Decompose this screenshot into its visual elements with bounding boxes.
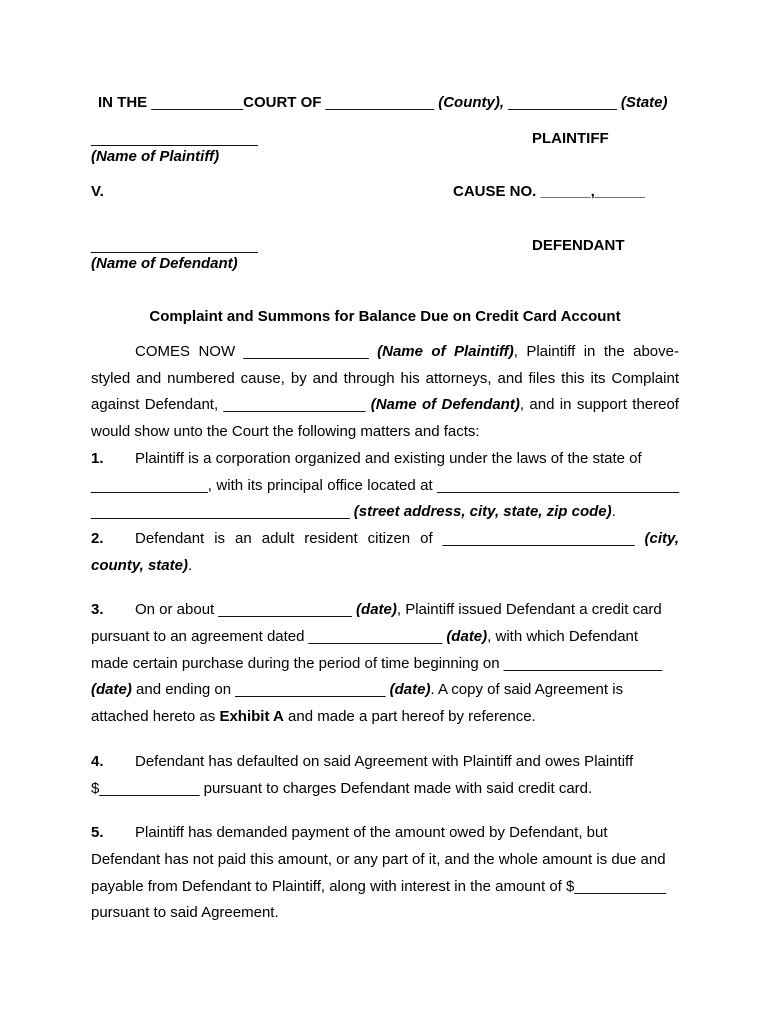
- county-blank: _____________: [325, 94, 435, 111]
- defendant-name-blank: ____________________: [91, 237, 258, 254]
- item-4-line-1: 4. Defendant has defaulted on said Agreement with Plaintiff and owes Plaintiff: [91, 749, 679, 776]
- intro-line-1: COMES NOW _______________ (Name of Plaintiff), Plaintiff in the above-: [135, 343, 679, 360]
- court-name-blank: ___________: [151, 94, 244, 111]
- plaintiff-name-blank: ____________________: [91, 130, 258, 147]
- document-title: Complaint and Summons for Balance Due on Credit Card Account: [149, 308, 621, 325]
- in-the-label: IN THE: [98, 94, 152, 111]
- item-2-line-1: 2. Defendant is an adult resident citizen of _______________________ (city,: [91, 526, 679, 553]
- item-1-line-1: 1. Plaintiff is a corporation organized and existing under the laws of the state of: [91, 446, 679, 473]
- item-5-line-2: Defendant has not paid this amount, or any part of it, and the whole amount is due and: [91, 850, 666, 868]
- document-body: [91, 339, 679, 927]
- item-3-line-3: made certain purchase during the period of time beginning on ___________________: [91, 654, 663, 672]
- exhibit-reference: Exhibit A: [219, 708, 284, 726]
- item-number: 5.: [91, 824, 104, 842]
- item-5-line-1: 5. Plaintiff has demanded payment of the amount owed by Defendant, but: [91, 820, 679, 847]
- plaintiff-name-label: (Name of Plaintiff): [91, 148, 220, 165]
- intro-line-3: against Defendant, _________________ (Name of Defendant), and in support thereof: [91, 396, 679, 414]
- defendant-name-label: (Name of Defendant): [91, 255, 238, 272]
- cause-number: CAUSE NO. ______,______: [453, 183, 645, 200]
- versus-label: V.: [91, 183, 104, 200]
- county-label: (County),: [434, 94, 505, 111]
- item-number: 4.: [91, 752, 104, 770]
- item-5-line-3: payable from Defendant to Plaintiff, along with interest in the amount of $___________: [91, 877, 667, 895]
- defendant-label: DEFENDANT: [532, 237, 625, 254]
- intro-line-2: styled and numbered cause, by and through his attorneys, and files this its Complaint: [91, 369, 679, 387]
- court-line: [98, 94, 668, 112]
- item-4-line-2: $____________ pursuant to charges Defendant made with said credit card.: [91, 779, 593, 797]
- item-3-line-1: 3. On or about ________________ (date), Plaintiff issued Defendant a credit card: [91, 597, 679, 624]
- plaintiff-label: PLAINTIFF: [532, 130, 609, 147]
- court-of-label: COURT OF: [243, 94, 326, 111]
- item-3-line-2: pursuant to an agreement dated ________________ (date), with which Defendant: [91, 628, 639, 646]
- item-5-line-4: pursuant to said Agreement.: [91, 904, 279, 922]
- item-3-line-4: (date) and ending on __________________ (date). A copy of said Agreement is: [91, 681, 624, 699]
- state-blank: _____________: [504, 94, 621, 111]
- item-2-line-2: county, state).: [91, 556, 193, 574]
- state-label: (State): [620, 94, 668, 111]
- item-1-line-2: ______________, with its principal office located at _____________________________: [91, 476, 679, 494]
- intro-line-4: would show unto the Court the following matters and facts:: [91, 423, 480, 441]
- item-3-line-5: attached hereto as Exhibit A and made a part hereof by reference.: [91, 708, 536, 726]
- item-1-line-3: _______________________________ (street address, city, state, zip code).: [91, 503, 616, 521]
- item-number: 2.: [91, 529, 104, 547]
- item-number: 3.: [91, 601, 104, 619]
- item-number: 1.: [91, 449, 104, 467]
